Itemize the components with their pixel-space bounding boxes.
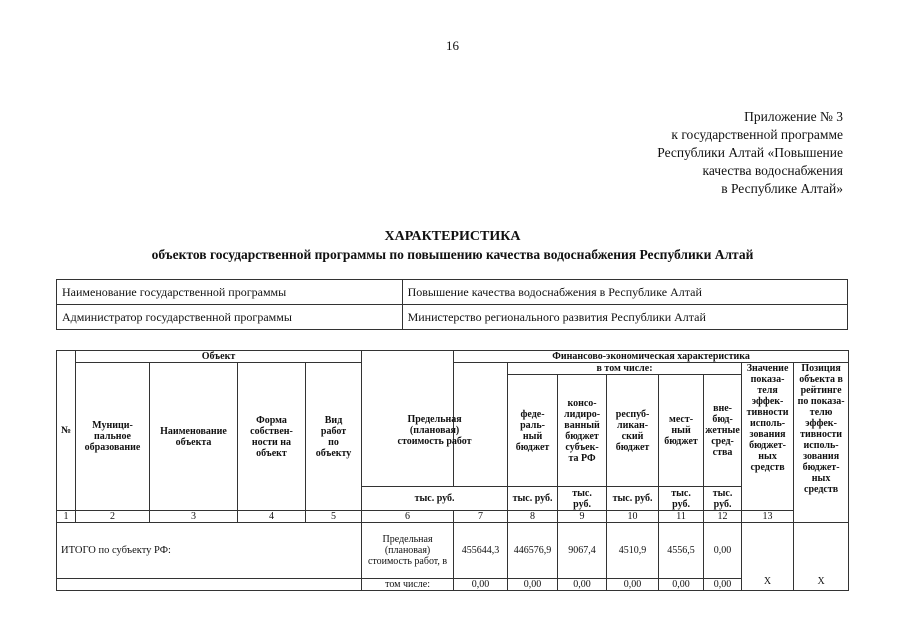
- total-federal: 446576,9: [508, 523, 558, 579]
- column-number: 13: [742, 511, 794, 523]
- unit-federal: тыс. руб.: [508, 487, 558, 511]
- header-max-cost: Предельная (плановая) стоимость работ: [362, 375, 508, 487]
- header-extrabudget: вне- бюд- жетные сред- ства: [704, 375, 742, 487]
- unit-extrabudget: тыс. руб.: [704, 487, 742, 511]
- column-number: 2: [76, 511, 150, 523]
- including-label: том числе:: [362, 579, 454, 591]
- total-label: ИТОГО по субъекту РФ:: [57, 523, 362, 579]
- including-republican: 0,00: [607, 579, 659, 591]
- appendix-line: в Республике Алтай»: [721, 181, 843, 196]
- header-municipal: Муници- пальное образование: [76, 363, 150, 511]
- table-row: [57, 305, 848, 330]
- header-number: №: [57, 351, 76, 511]
- unit-consolidated: тыс. руб.: [558, 487, 607, 511]
- column-number: 6: [362, 511, 454, 523]
- table-row: [57, 363, 849, 375]
- objects-table: [56, 350, 849, 591]
- header-finance-group: Финансово-экономическая характеристика: [454, 351, 849, 363]
- document-title: ХАРАКТЕРИСТИКА: [384, 229, 521, 244]
- appendix-note: [657, 108, 843, 198]
- unit-local: тыс. руб.: [659, 487, 704, 511]
- appendix-line: Приложение № 3: [744, 109, 843, 124]
- total-cost-label: Предельная (плановая) стоимость работ, в: [362, 523, 454, 579]
- header-object-name: Наименование объекта: [150, 363, 238, 511]
- unit-cost: тыс. руб.: [362, 487, 508, 511]
- column-number: 5: [306, 511, 362, 523]
- total-republican: 4510,9: [607, 523, 659, 579]
- column-number: 9: [558, 511, 607, 523]
- header-rating-position: Позиция объекта в рейтинге по показа- телю эффек- тивности исполь- зования бюджет- ных средств: [794, 363, 849, 523]
- total-consolidated: 9067,4: [558, 523, 607, 579]
- column-number: 11: [659, 511, 704, 523]
- table-row: [57, 351, 849, 363]
- header-ownership: Форма собствен- ности на объект: [238, 363, 306, 511]
- header-object-group: Объект: [76, 351, 362, 363]
- column-number: 7: [454, 511, 508, 523]
- including-local: 0,00: [659, 579, 704, 591]
- program-name-value: Повышение качества водоснабжения в Республике Алтай: [402, 280, 847, 305]
- including-cost: 0,00: [454, 579, 508, 591]
- total-cost-value: 455644,3: [454, 523, 508, 579]
- column-number: 10: [607, 511, 659, 523]
- appendix-line: качества водоснабжения: [702, 163, 843, 178]
- total-local: 4556,5: [659, 523, 704, 579]
- header-federal: феде- раль- ный бюджет: [508, 375, 558, 487]
- unit-republican: тыс. руб.: [607, 487, 659, 511]
- program-info-table: [56, 279, 848, 330]
- including-extrabudget: 0,00: [704, 579, 742, 591]
- header-efficiency-value: Значение показа- теля эффек- тивности исполь- зования бюджет- ных средств: [742, 363, 794, 511]
- header-local: мест- ный бюджет: [659, 375, 704, 487]
- appendix-line: Республики Алтай «Повышение: [657, 145, 843, 160]
- table-row: [57, 280, 848, 305]
- table-row-total: [57, 523, 849, 579]
- column-number: 8: [508, 511, 558, 523]
- table-row: [57, 511, 849, 523]
- header-consolidated: консо- лидиро- ванный бюджет субъек- та РФ: [558, 375, 607, 487]
- table-row-including: [57, 579, 849, 591]
- document-subtitle: объектов государственной программы по повышению качества водоснабжения Республики Алтай: [151, 247, 754, 262]
- header-work-type: Вид работ по объекту: [306, 363, 362, 511]
- including-federal: 0,00: [508, 579, 558, 591]
- including-consolidated: 0,00: [558, 579, 607, 591]
- administrator-value: Министерство регионального развития Республики Алтай: [402, 305, 847, 330]
- appendix-line: к государственной программе: [671, 127, 843, 142]
- column-number: 4: [238, 511, 306, 523]
- total-extrabudget: 0,00: [704, 523, 742, 579]
- program-name-label: Наименование государственной программы: [57, 280, 403, 305]
- header-including: в том числе:: [508, 363, 742, 375]
- total-efficiency: X: [742, 523, 794, 591]
- column-number: 12: [704, 511, 742, 523]
- column-number: 1: [57, 511, 76, 523]
- column-number: 3: [150, 511, 238, 523]
- page-number: 16: [446, 38, 459, 53]
- header-republican: респуб- ликан- ский бюджет: [607, 375, 659, 487]
- administrator-label: Администратор государственной программы: [57, 305, 403, 330]
- total-rating: X: [794, 523, 849, 591]
